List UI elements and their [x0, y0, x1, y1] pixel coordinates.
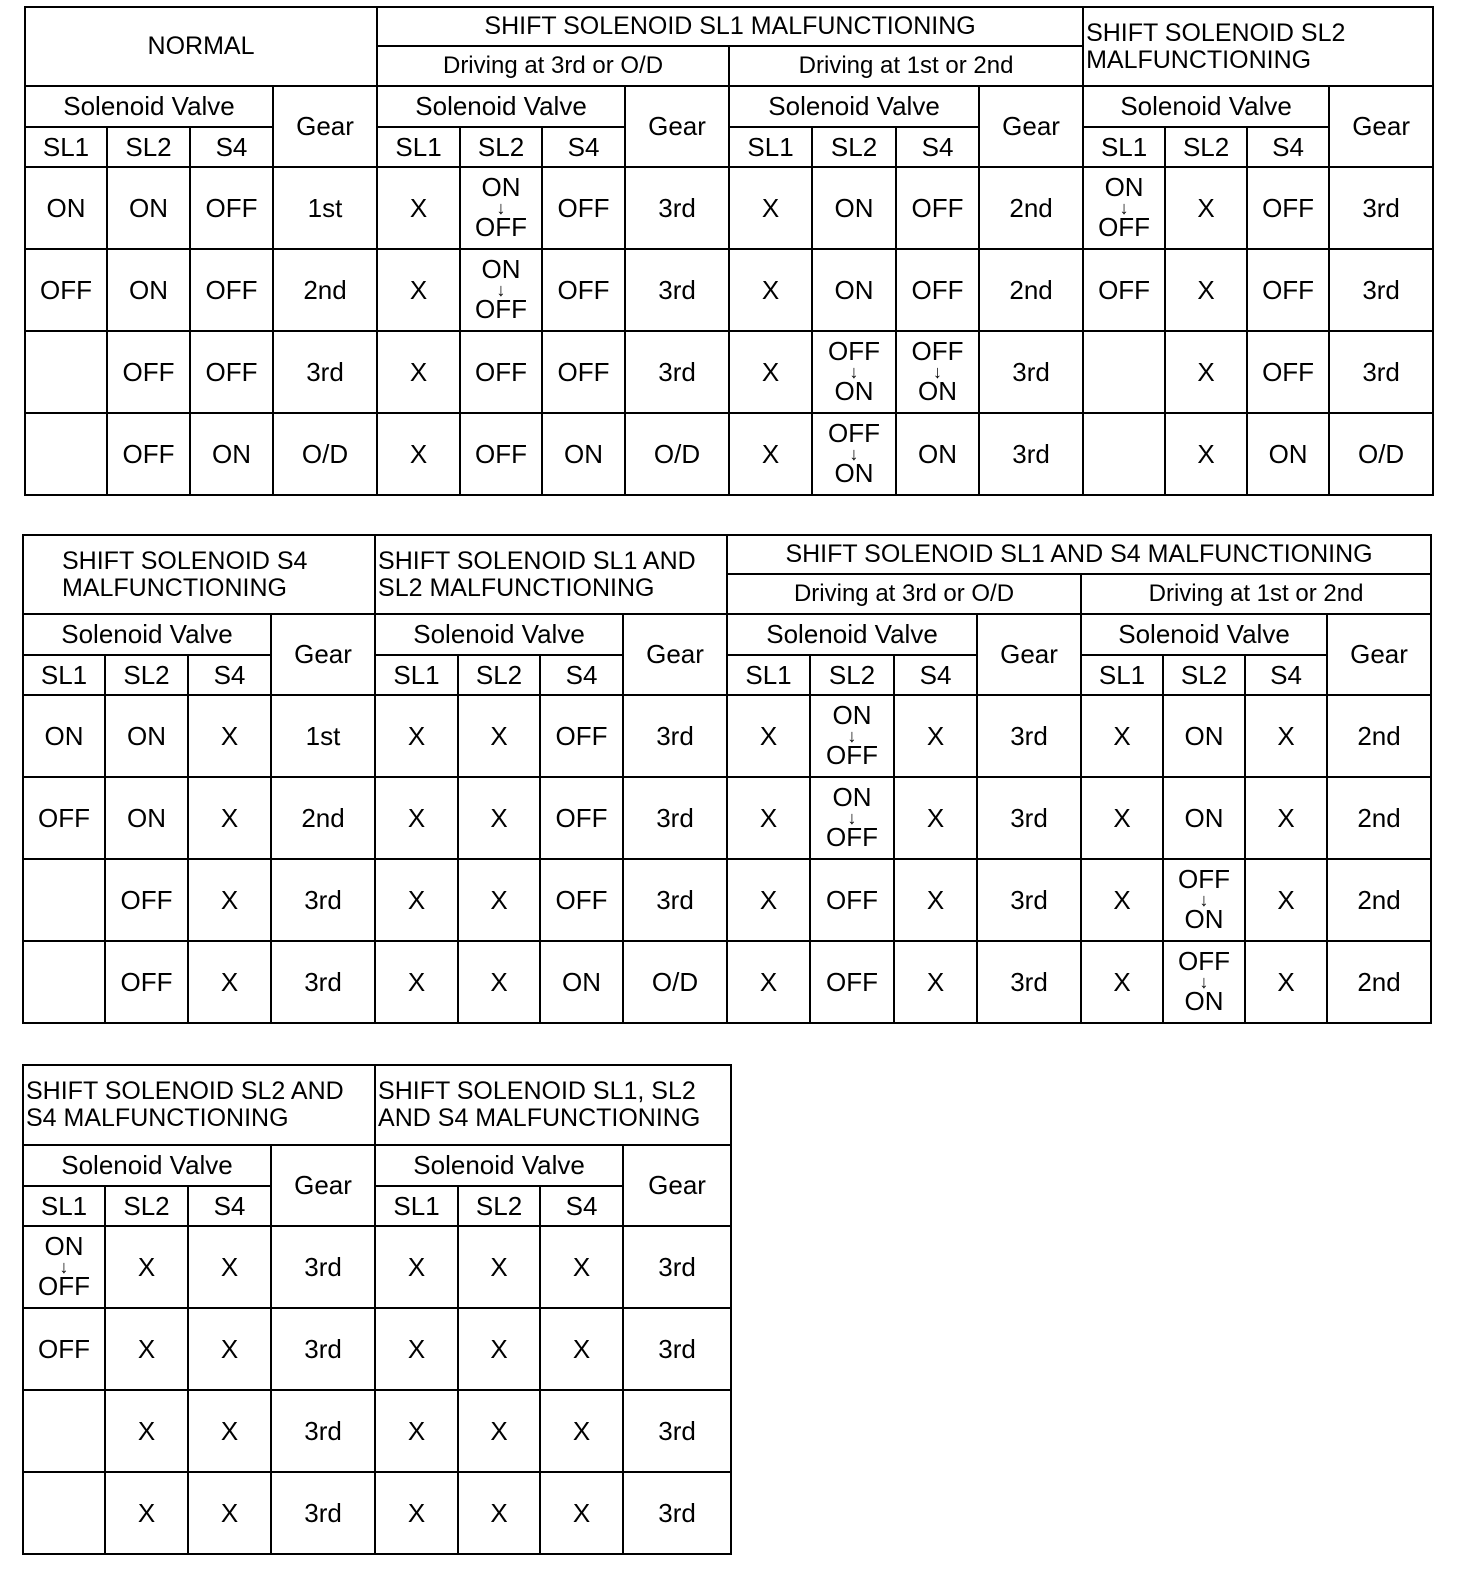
transition-from: ON: [832, 700, 872, 731]
table-header: [23, 1065, 731, 1226]
table-cell-transition: [1163, 941, 1245, 1023]
state-transition: [911, 336, 964, 406]
transition-from: OFF: [1178, 864, 1231, 895]
table-row: [23, 1308, 731, 1390]
table-cell: 3rd: [271, 1308, 375, 1390]
table-header: [25, 7, 1433, 167]
table-cell: X: [1165, 331, 1247, 413]
arrow-down-icon: ↓: [496, 279, 506, 300]
table-cell: X: [729, 331, 812, 413]
table-cell: 3rd: [273, 331, 377, 413]
table-row: [25, 249, 1433, 331]
gear-header: Gear: [1327, 614, 1431, 695]
transition-from: OFF: [828, 336, 881, 367]
solenoid-valve-header: Solenoid Valve: [23, 614, 271, 655]
table-cell: 3rd: [623, 1472, 731, 1554]
table-header: [23, 535, 1431, 695]
table-cell: OFF: [1247, 331, 1329, 413]
table-cell: ON: [190, 413, 273, 495]
transition-to: OFF: [475, 211, 528, 242]
table-cell: X: [1245, 941, 1327, 1023]
table-cell: ON: [105, 695, 188, 777]
transition-from: OFF: [828, 418, 881, 449]
table-cell: OFF: [190, 331, 273, 413]
table-cell: OFF: [460, 413, 542, 495]
table-row: [23, 1472, 731, 1554]
table-row: [23, 1226, 731, 1308]
driving-3rd-od-label: Driving at 3rd or O/D: [377, 46, 729, 86]
table-cell-transition: [460, 167, 542, 249]
table-cell: ON: [812, 249, 896, 331]
table-cell: X: [188, 1472, 271, 1554]
sl2-s4-malfunction-title: SHIFT SOLENOID SL2 AND S4 MALFUNCTIONING: [23, 1065, 375, 1145]
sl1-header: SL1: [23, 1186, 105, 1226]
table-cell: 3rd: [1329, 249, 1433, 331]
table-cell: 1st: [271, 695, 375, 777]
table-cell: X: [540, 1472, 623, 1554]
table-row: [23, 1390, 731, 1472]
arrow-down-icon: ↓: [1119, 197, 1129, 218]
table-cell: X: [540, 1390, 623, 1472]
table-cell-transition: [1083, 167, 1165, 249]
state-transition: [38, 1231, 90, 1301]
state-transition: [826, 700, 879, 770]
table-cell-transition: [810, 777, 894, 859]
solenoid-valve-header: Solenoid Valve: [375, 614, 623, 655]
table-cell: 3rd: [977, 941, 1081, 1023]
table-cell: X: [188, 777, 271, 859]
table-cell: ON: [812, 167, 896, 249]
arrow-down-icon: ↓: [1199, 971, 1209, 992]
sl1-header: SL1: [1081, 655, 1163, 695]
state-transition: [475, 254, 528, 324]
table-cell: X: [727, 777, 810, 859]
table-cell: 3rd: [977, 777, 1081, 859]
table-cell: 3rd: [623, 859, 727, 941]
table-cell: 1st: [273, 167, 377, 249]
table-cell: 2nd: [1327, 859, 1431, 941]
s4-header: S4: [190, 127, 273, 167]
table-cell: X: [1245, 859, 1327, 941]
table-cell: OFF: [190, 167, 273, 249]
driving-1st-2nd-label: Driving at 1st or 2nd: [1081, 574, 1431, 614]
sl2-header: SL2: [1163, 655, 1245, 695]
gear-header: Gear: [623, 614, 727, 695]
gear-header: Gear: [271, 1145, 375, 1226]
table-cell: X: [540, 1226, 623, 1308]
table-cell: OFF: [810, 859, 894, 941]
sl2-header: SL2: [105, 655, 188, 695]
table-cell: X: [458, 859, 540, 941]
table-cell: [23, 941, 105, 1023]
solenoid-valve-header: Solenoid Valve: [1081, 614, 1327, 655]
sl1-header: SL1: [727, 655, 810, 695]
table-cell: OFF: [105, 859, 188, 941]
state-transition: [1178, 946, 1231, 1016]
table-cell: X: [188, 941, 271, 1023]
transition-to: ON: [1184, 903, 1224, 934]
table-cell: X: [188, 1308, 271, 1390]
transition-to: ON: [918, 375, 958, 406]
state-transition: [1098, 172, 1151, 242]
table-cell: X: [375, 1308, 458, 1390]
table-cell: 3rd: [271, 1226, 375, 1308]
table-body: [23, 1226, 731, 1554]
table-cell: X: [188, 695, 271, 777]
table-cell: OFF: [25, 249, 107, 331]
table-cell: OFF: [540, 695, 623, 777]
table-cell: OFF: [460, 331, 542, 413]
table-cell: X: [188, 1226, 271, 1308]
s4-header: S4: [540, 1186, 623, 1226]
table-cell: X: [1081, 695, 1163, 777]
solenoid-valve-header: Solenoid Valve: [727, 614, 977, 655]
transition-from: ON: [44, 1231, 84, 1262]
table-cell: 3rd: [977, 695, 1081, 777]
state-transition: [826, 782, 879, 852]
table-cell: 3rd: [271, 1390, 375, 1472]
table-cell: X: [188, 859, 271, 941]
table-cell: OFF: [540, 859, 623, 941]
table-cell: X: [105, 1226, 188, 1308]
table-s4-sl1sl2-sl1s4: [22, 534, 1432, 1024]
table-cell: ON: [1163, 695, 1245, 777]
table-cell: X: [727, 941, 810, 1023]
table-cell: X: [458, 941, 540, 1023]
normal-title: NORMAL: [25, 7, 377, 86]
s4-header: S4: [188, 655, 271, 695]
table-cell: X: [105, 1472, 188, 1554]
table-cell: OFF: [1247, 249, 1329, 331]
table-cell: OFF: [23, 777, 105, 859]
table-cell: ON: [23, 695, 105, 777]
table-cell: 3rd: [271, 941, 375, 1023]
table-sl2s4-all: [22, 1064, 732, 1555]
state-transition: [828, 418, 881, 488]
table-cell: X: [375, 1226, 458, 1308]
sl2-header: SL2: [107, 127, 190, 167]
table-cell: [25, 331, 107, 413]
transition-to: ON: [834, 457, 874, 488]
table-cell: ON: [25, 167, 107, 249]
table-cell-transition: [460, 249, 542, 331]
table-cell: X: [1165, 167, 1247, 249]
table-cell: ON: [542, 413, 625, 495]
table-row: [25, 331, 1433, 413]
table-cell: X: [727, 859, 810, 941]
table-cell: OFF: [542, 331, 625, 413]
table-cell: ON: [107, 167, 190, 249]
arrow-down-icon: ↓: [849, 361, 859, 382]
table-cell: ON: [896, 413, 979, 495]
table-cell: 3rd: [1329, 331, 1433, 413]
table-cell: 3rd: [623, 1390, 731, 1472]
s4-header: S4: [540, 655, 623, 695]
table-cell: X: [377, 167, 460, 249]
sl1-s4-malfunction-title: SHIFT SOLENOID SL1 AND S4 MALFUNCTIONING: [727, 535, 1431, 574]
table-cell: X: [458, 1390, 540, 1472]
state-transition: [475, 172, 528, 242]
table-cell: X: [458, 1226, 540, 1308]
table-cell: X: [377, 331, 460, 413]
table-row: [23, 777, 1431, 859]
table-cell: 2nd: [1327, 695, 1431, 777]
table-cell: X: [375, 859, 458, 941]
table-cell: 3rd: [271, 1472, 375, 1554]
sl1-header: SL1: [729, 127, 812, 167]
s4-malfunction-title: SHIFT SOLENOID S4 MALFUNCTIONING: [23, 535, 375, 614]
all-malfunction-title: SHIFT SOLENOID SL1, SL2 AND S4 MALFUNCTIONING: [375, 1065, 731, 1145]
table-cell: 2nd: [979, 249, 1083, 331]
table-cell: O/D: [273, 413, 377, 495]
table-cell: X: [105, 1390, 188, 1472]
table-body: [25, 167, 1433, 495]
table-cell: 3rd: [623, 1308, 731, 1390]
table-cell: OFF: [542, 249, 625, 331]
sl2-header: SL2: [458, 655, 540, 695]
table-cell: 2nd: [1327, 777, 1431, 859]
table-cell: ON: [107, 249, 190, 331]
sl2-header: SL2: [810, 655, 894, 695]
sl1-header: SL1: [375, 655, 458, 695]
table-cell: OFF: [896, 249, 979, 331]
table-cell: 3rd: [625, 249, 729, 331]
table-cell: OFF: [1083, 249, 1165, 331]
table-cell-transition: [1163, 859, 1245, 941]
table-cell: X: [894, 777, 977, 859]
table-cell-transition: [23, 1226, 105, 1308]
driving-1st-2nd-label: Driving at 1st or 2nd: [729, 46, 1083, 86]
transition-to: ON: [1184, 985, 1224, 1016]
sl2-header: SL2: [105, 1186, 188, 1226]
state-transition: [1178, 864, 1231, 934]
table-cell: OFF: [107, 331, 190, 413]
table-cell-transition: [812, 331, 896, 413]
solenoid-valve-header: Solenoid Valve: [375, 1145, 623, 1186]
state-transition: [828, 336, 881, 406]
table-cell: 3rd: [1329, 167, 1433, 249]
table-cell: X: [1081, 859, 1163, 941]
table-cell: X: [377, 249, 460, 331]
table-cell: OFF: [1247, 167, 1329, 249]
transition-from: ON: [1104, 172, 1144, 203]
table-row: [25, 167, 1433, 249]
table-cell: X: [894, 695, 977, 777]
s4-header: S4: [188, 1186, 271, 1226]
transition-from: ON: [481, 172, 521, 203]
arrow-down-icon: ↓: [496, 197, 506, 218]
sl1-header: SL1: [25, 127, 107, 167]
table-cell: O/D: [1329, 413, 1433, 495]
solenoid-valve-header: Solenoid Valve: [1083, 86, 1329, 127]
gear-header: Gear: [977, 614, 1081, 695]
transition-to: OFF: [475, 293, 528, 324]
table-cell: X: [458, 777, 540, 859]
sl2-header: SL2: [460, 127, 542, 167]
table-cell: X: [458, 1308, 540, 1390]
solenoid-valve-header: Solenoid Valve: [377, 86, 625, 127]
table-cell: X: [540, 1308, 623, 1390]
table-cell: [1083, 331, 1165, 413]
table-cell: X: [105, 1308, 188, 1390]
table-cell: 3rd: [271, 859, 375, 941]
table-cell: ON: [105, 777, 188, 859]
driving-3rd-od-label: Driving at 3rd or O/D: [727, 574, 1081, 614]
table-cell: O/D: [623, 941, 727, 1023]
table-cell: OFF: [190, 249, 273, 331]
sl1-header: SL1: [375, 1186, 458, 1226]
arrow-down-icon: ↓: [849, 443, 859, 464]
table-cell: X: [729, 167, 812, 249]
table-cell: X: [1081, 941, 1163, 1023]
sl1-malfunction-title: SHIFT SOLENOID SL1 MALFUNCTIONING: [377, 7, 1083, 46]
gear-header: Gear: [273, 86, 377, 167]
table-cell: X: [727, 695, 810, 777]
table-cell: [23, 1390, 105, 1472]
solenoid-valve-header: Solenoid Valve: [23, 1145, 271, 1186]
table-cell: X: [1245, 695, 1327, 777]
transition-to: OFF: [826, 821, 879, 852]
s4-header: S4: [1247, 127, 1329, 167]
table-cell: X: [375, 941, 458, 1023]
sl2-malfunction-title: SHIFT SOLENOID SL2 MALFUNCTIONING: [1083, 7, 1433, 86]
table-cell: 3rd: [623, 1226, 731, 1308]
table-cell: OFF: [105, 941, 188, 1023]
table-cell: X: [375, 777, 458, 859]
table-cell: OFF: [23, 1308, 105, 1390]
table-cell: X: [729, 413, 812, 495]
table-row: [23, 941, 1431, 1023]
table-cell-transition: [812, 413, 896, 495]
table-cell: 3rd: [977, 859, 1081, 941]
table-row: [23, 695, 1431, 777]
table-cell-transition: [810, 695, 894, 777]
gear-header: Gear: [1329, 86, 1433, 167]
table-cell: X: [1245, 777, 1327, 859]
table-cell: 3rd: [625, 331, 729, 413]
arrow-down-icon: ↓: [933, 361, 943, 382]
transition-from: ON: [481, 254, 521, 285]
table-cell: OFF: [107, 413, 190, 495]
table-cell: O/D: [625, 413, 729, 495]
table-cell: X: [375, 1472, 458, 1554]
gear-header: Gear: [271, 614, 375, 695]
s4-header: S4: [894, 655, 977, 695]
table-cell: [23, 859, 105, 941]
table-cell: [23, 1472, 105, 1554]
table-cell: 3rd: [623, 695, 727, 777]
s4-header: S4: [1245, 655, 1327, 695]
transition-to: OFF: [826, 739, 879, 770]
transition-from: ON: [832, 782, 872, 813]
table-cell: X: [375, 1390, 458, 1472]
transition-to: ON: [834, 375, 874, 406]
table-body: [23, 695, 1431, 1023]
table-row: [23, 859, 1431, 941]
gear-header: Gear: [625, 86, 729, 167]
table-cell: X: [375, 695, 458, 777]
transition-from: OFF: [1178, 946, 1231, 977]
table-cell: OFF: [896, 167, 979, 249]
sl1-header: SL1: [377, 127, 460, 167]
transition-to: OFF: [1098, 211, 1151, 242]
table-cell: 2nd: [979, 167, 1083, 249]
gear-header: Gear: [623, 1145, 731, 1226]
sl2-header: SL2: [812, 127, 896, 167]
table-cell: ON: [1163, 777, 1245, 859]
transition-from: OFF: [911, 336, 964, 367]
sl2-header: SL2: [1165, 127, 1247, 167]
table-cell: 2nd: [273, 249, 377, 331]
table-cell: X: [1165, 249, 1247, 331]
arrow-down-icon: ↓: [1199, 889, 1209, 910]
arrow-down-icon: ↓: [59, 1256, 69, 1277]
table-cell: 3rd: [623, 777, 727, 859]
sl1-header: SL1: [1083, 127, 1165, 167]
table-cell: OFF: [540, 777, 623, 859]
transition-to: OFF: [38, 1270, 90, 1301]
sl1-header: SL1: [23, 655, 105, 695]
arrow-down-icon: ↓: [847, 807, 857, 828]
table-cell: [25, 413, 107, 495]
table-cell: 2nd: [1327, 941, 1431, 1023]
table-cell: X: [188, 1390, 271, 1472]
s4-header: S4: [896, 127, 979, 167]
table-row: [25, 413, 1433, 495]
table-cell: X: [458, 1472, 540, 1554]
table-cell: OFF: [810, 941, 894, 1023]
table-cell: OFF: [542, 167, 625, 249]
solenoid-valve-header: Solenoid Valve: [729, 86, 979, 127]
table-cell: ON: [540, 941, 623, 1023]
table-cell: X: [458, 695, 540, 777]
table-cell: X: [377, 413, 460, 495]
arrow-down-icon: ↓: [847, 725, 857, 746]
sl2-header: SL2: [458, 1186, 540, 1226]
table-cell: X: [1081, 777, 1163, 859]
table-normal-sl1-sl2: [24, 6, 1434, 496]
table-cell-transition: [896, 331, 979, 413]
table-cell: X: [894, 941, 977, 1023]
table-cell: X: [1165, 413, 1247, 495]
table-cell: 3rd: [625, 167, 729, 249]
table-cell: 3rd: [979, 331, 1083, 413]
table-cell: 2nd: [271, 777, 375, 859]
gear-header: Gear: [979, 86, 1083, 167]
table-cell: 3rd: [979, 413, 1083, 495]
sl1-sl2-malfunction-title: SHIFT SOLENOID SL1 AND SL2 MALFUNCTIONING: [375, 535, 727, 614]
s4-header: S4: [542, 127, 625, 167]
table-cell: [1083, 413, 1165, 495]
table-cell: X: [894, 859, 977, 941]
solenoid-valve-header: Solenoid Valve: [25, 86, 273, 127]
table-cell: X: [729, 249, 812, 331]
table-cell: ON: [1247, 413, 1329, 495]
